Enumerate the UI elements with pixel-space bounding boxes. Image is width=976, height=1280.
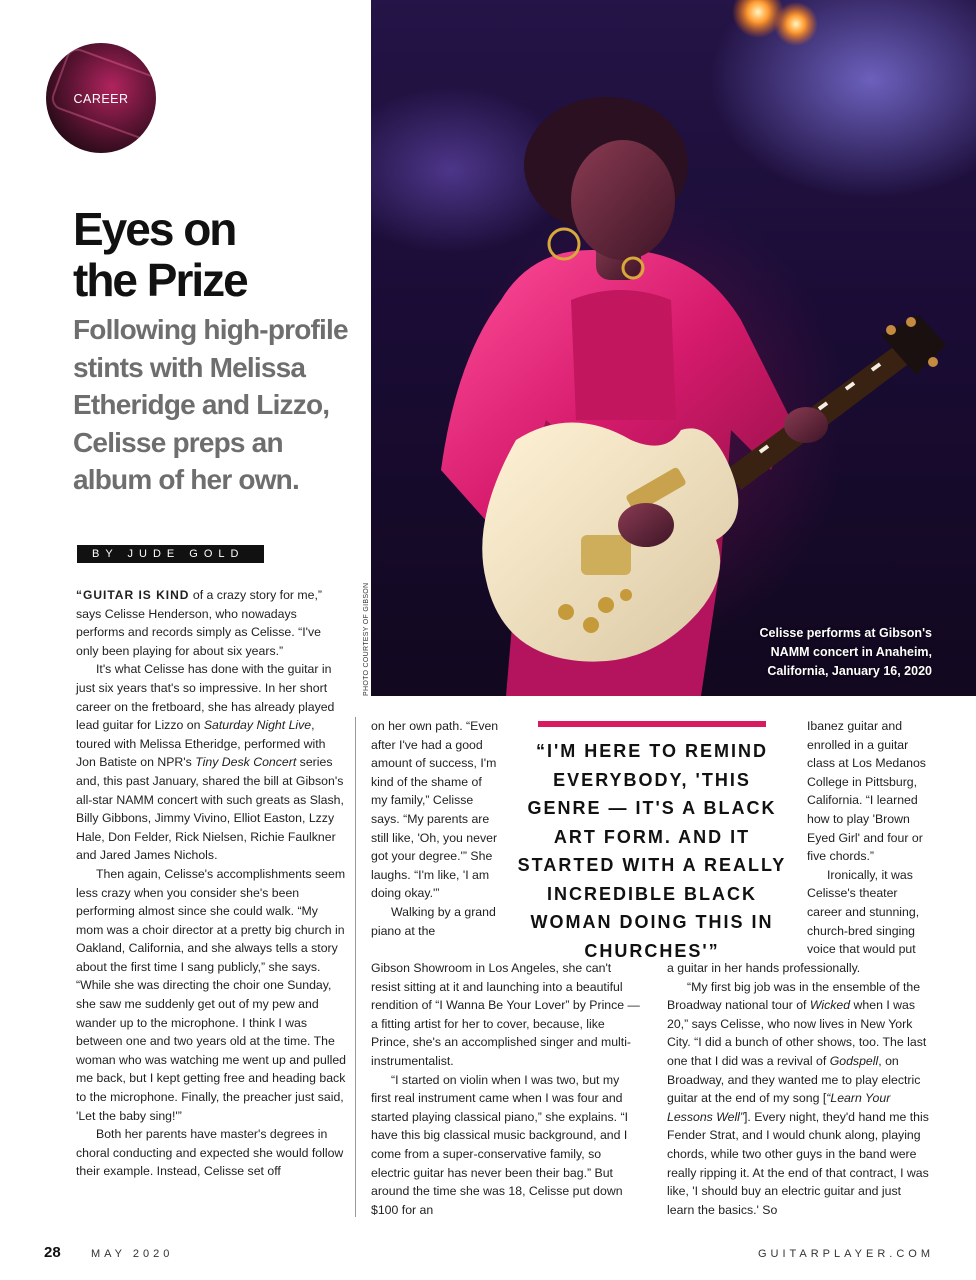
section-label: CAREER — [73, 92, 129, 106]
body-column-3 — [667, 959, 929, 1219]
page-number: 28 — [44, 1244, 61, 1261]
photo-caption: Celisse performs at Gibson's NAMM concert in Anaheim, California, January 16, 2020 — [759, 626, 932, 678]
title-line: Eyes on — [73, 203, 236, 255]
guitar-tailpiece — [581, 535, 631, 575]
top — [571, 290, 676, 420]
section-badge — [46, 43, 156, 153]
paragraph: Ironically, it was Celisse's theater career and stunning, church-bred singing voice that would put — [807, 867, 920, 957]
hand — [784, 407, 828, 443]
face — [571, 140, 675, 260]
paragraph: “I started on violin when I was two, but my first real instrument came when I was four and started playing classical piano,” she explains. “I have this big classical music background, and I come from a super-conservative family, so electric guitar has never been their bag.” But around the time she was 18, Celisse put down $100 for an — [371, 1072, 628, 1217]
paragraph: a guitar in her hands professionally. — [667, 961, 861, 975]
performer-illustration — [371, 0, 976, 696]
pullquote-bar — [538, 721, 766, 727]
paragraph: on her own path. “Even after I've had a good amount of success, I'm kind of the shame of my family,” Celisse says. “My parents are still like, 'Oh, you never got your degree.'” She laughs. “I'm like, 'I am doing okay.'” — [371, 719, 499, 901]
article-deck: Following high-profile stints with Melissa Etheridge and Lizzo, Celisse preps an album of her own. — [73, 314, 348, 495]
photo-credit: PHOTO COURTESY OF GIBSON — [363, 582, 370, 696]
paragraph: “My first big job was in the ensemble of the Broadway national tour of Wicked when I was 20,” says Celisse, who now lives in New York City. “I did a bunch of other shows, too. The last one that I did was a revival of Godspell, on Broadway, and they wanted me to play electric guitar at the end of my song [“Learn Your Lessons Well”]. Every night, they'd hand me this Fender Strat, and I would chunk along, playing chords, while two other guys in the band were really ripping it. At the end of that contract, I was like, 'I should buy an electric guitar and just learn the basics.' So — [667, 979, 929, 1217]
article-title — [73, 204, 363, 306]
lead-in: “GUITAR IS KIND — [76, 588, 190, 602]
body-column-3-top — [807, 717, 929, 959]
body-column-2-top — [371, 717, 499, 940]
website: GUITARPLAYER.COM — [757, 1248, 934, 1260]
pullquote: “I'M HERE TO REMIND EVERYBODY, 'THIS GENRE — IT'S A BLACK ART FORM. AND IT STARTED WITH A REALLY INCREDIBLE BLACK WOMAN DOING THIS IN CHURCHES'” — [517, 741, 787, 961]
body-column-2 — [371, 959, 641, 1219]
body-column-1 — [76, 586, 346, 1181]
paragraph: Ibanez guitar and enrolled in a guitar class at Los Medanos College in Pittsburg, California. “I learned how to play 'Brown Eyed Girl' and four or five chords.” — [807, 719, 926, 864]
paragraph: Both her parents have master's degrees in choral conducting and expected she would follow their example. Instead, Celisse set off — [76, 1127, 344, 1179]
hero-photo — [371, 0, 976, 696]
paragraph: It's what Celisse has done with the guitar in just six years that's so impressive. In her short career on the fretboard, she has already played lead guitar for Lizzo on Saturday Night Live, toured with Melissa Etheridge, performed with Jon Batiste on NPR's Tiny Desk Concert series and, this past January, shared the bill at Gibson's all-star NAMM concert with such greats as Slash, Billy Gibbons, Jimmy Vivino, Elliot Easton, Lzzy Hale, Don Felder, Rick Nielsen, Richie Faulkner and Jared James Nichols. — [76, 662, 344, 863]
paragraph: “GUITAR IS KIND of a crazy story for me,” says Celisse Henderson, who nowadays performs and records simply as Celisse. “I've only been playing for about six years.” — [76, 588, 323, 658]
column-rule — [355, 717, 356, 1217]
hand — [618, 503, 674, 547]
paragraph: Gibson Showroom in Los Angeles, she can't resist sitting at it and launching into a beautiful rendition of “I Wanna Be Your Lover” by Prince — a fitting artist for her to cover, because, like Prince, she's an accomplished singer and multi-instrumentalist. — [371, 961, 640, 1068]
paragraph: Walking by a grand piano at the — [371, 904, 496, 938]
issue-date: MAY 2020 — [91, 1248, 174, 1260]
stage-light — [774, 2, 818, 46]
title-line: the Prize — [73, 254, 247, 306]
byline: BY JUDE GOLD — [77, 545, 264, 563]
paragraph: Then again, Celisse's accomplishments seem less crazy when you consider she's been performing almost since she could walk. “My mom was a choir director at a pretty big church in Oakland, California, and she always tells a story about the first time I sang publicly,” she says. “While she was directing the choir one Sunday, she saw me suddenly get out of my pew and wander up to the microphone. I think I was between one and two years old at the time. The woman who was watching me went up and pulled me back, but I kept getting free and heading back to the microphone. Finally, the preacher just said, 'Let the baby sing!'” — [76, 866, 347, 1123]
